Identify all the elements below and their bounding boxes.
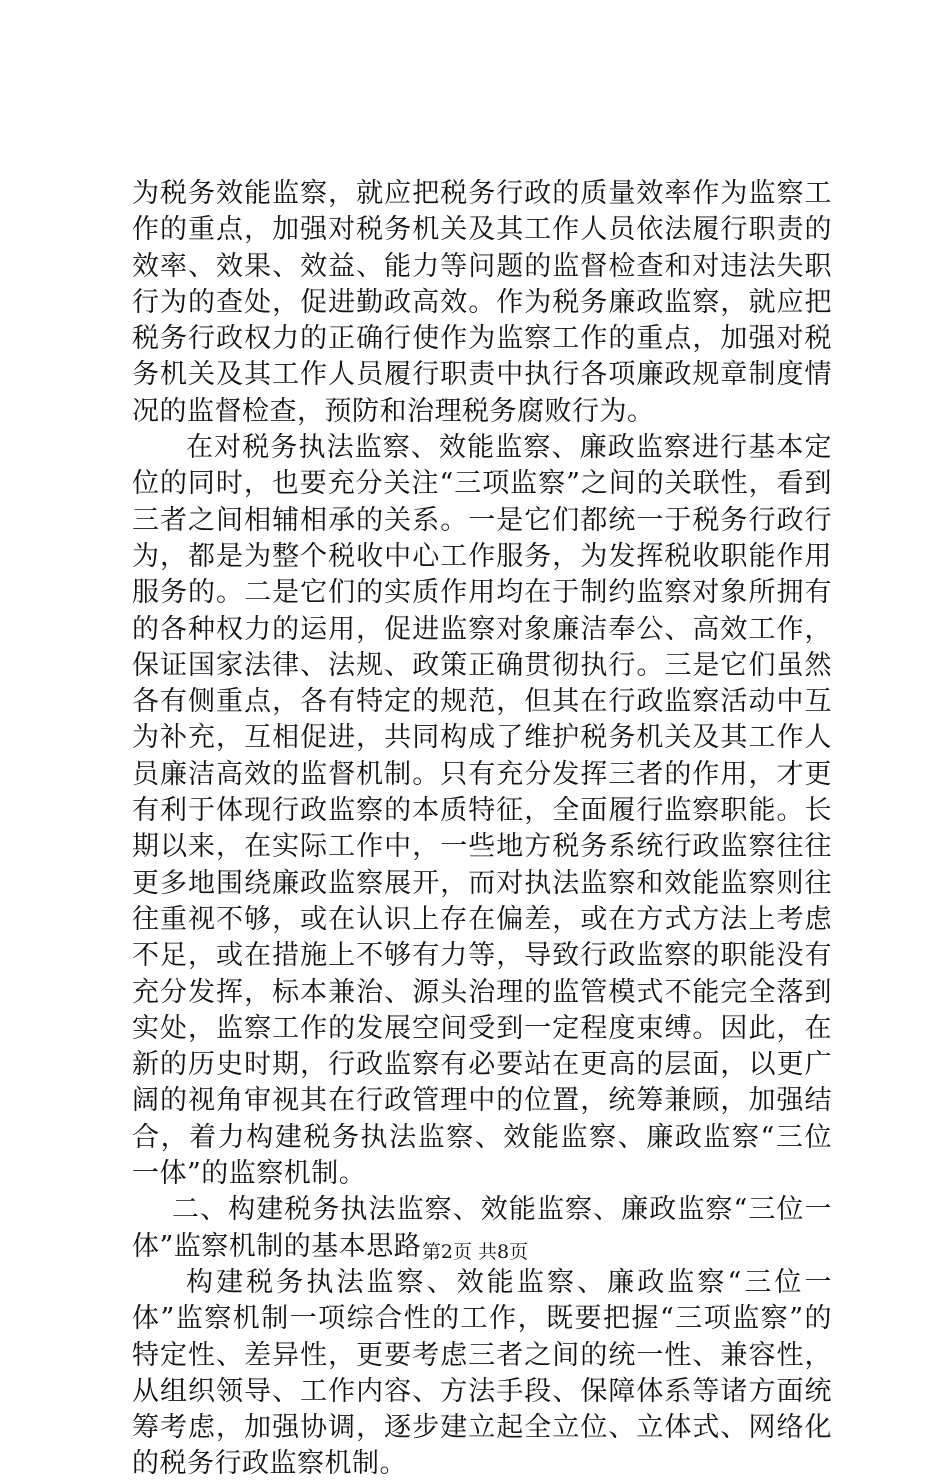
section-heading: 二、构建税务执法监察、效能监察、廉政监察“三位一体”监察机制的基本思路	[132, 1194, 832, 1262]
paragraph-continuation: 为税务效能监察，就应把税务行政的质量效率作为监察工作的重点，加强对税务机关及其工作人员依法履行职责的效率、效果、效益、能力等问题的监督检查和对违法失职行为的查处，促进勤政高效。作为税务廉政监察，就应把税务行政权力的正确行使作为监察工作的重点，加强对税务机关及其工作人员履行职责中执行各项廉政规章制度情况的监督检查，预防和治理税务腐败行为。	[132, 178, 832, 427]
paragraph-relation: 在对税务执法监察、效能监察、廉政监察进行基本定位的同时，也要充分关注“三项监察”之间的关联性，看到三者之间相辅相承的关系。一是它们都统一于税务行政行为，都是为整个税收中心工作服务，为发挥税收职能作用服务的。二是它们的实质作用均在于制约监察对象所拥有的各种权力的运用，促进监察对象廉洁奉公、高效工作，保证国家法律、法规、政策正确贯彻执行。三是它们虽然各有侧重点，各有特定的规范，但其在行政监察活动中互为补充，互相促进，共同构成了维护税务机关及其工作人员廉洁高效的监督机制。只有充分发挥三者的作用，才更有利于体现行政监察的本质特征，全面履行监察职能。长期以来，在实际工作中，一些地方税务系统行政监察往往更多地围绕廉政监察展开，而对执法监察和效能监察则往往重视不够，或在认识上存在偏差，或在方式方法上考虑不足，或在措施上不够有力等，导致行政监察的职能没有充分发挥，标本兼治、源头治理的监管模式不能完全落到实处，监察工作的发展空间受到一定程度束缚。因此，在新的历史时期，行政监察有必要站在更高的层面，以更广阔的视角审视其在行政管理中的位置，统筹兼顾，加强结合，着力构建税务执法监察、效能监察、廉政监察“三位一体”的监察机制。	[132, 432, 832, 1190]
body-text	[132, 176, 832, 1483]
paragraph-approach: 构建税务执法监察、效能监察、廉政监察“三位一体”监察机制一项综合性的工作，既要把握“三项监察”的特定性、差异性，更要考虑三者之间的统一性、兼容性，从组织领导、工作内容、方法手段、保障体系等诸方面统筹考虑，加强协调，逐步建立起全立位、立体式、网络化的税务行政监察机制。	[132, 1266, 832, 1480]
page-number-footer: 第2页 共8页	[421, 1241, 529, 1263]
